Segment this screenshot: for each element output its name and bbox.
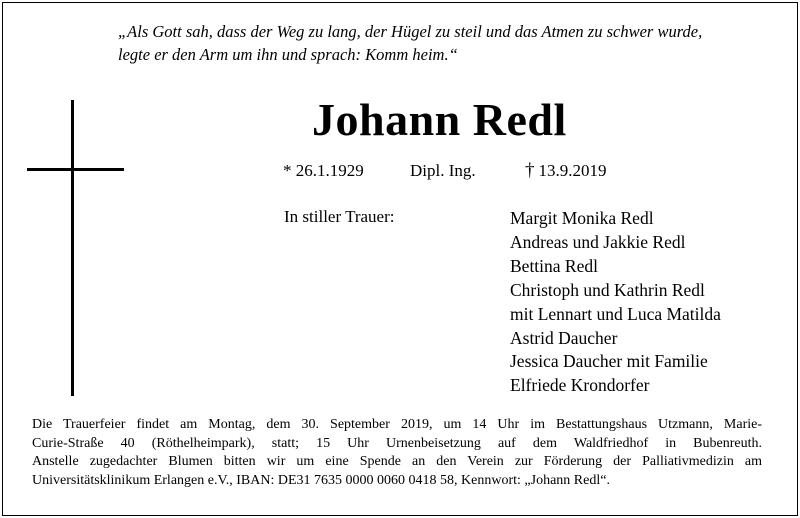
academic-title: Dipl. Ing.: [410, 161, 476, 180]
quote-line-2: legte er den Arm um ihn und sprach: Komm heim.“: [118, 45, 458, 64]
border-right: [797, 2, 798, 516]
mourner-item: Andreas und Jakkie Redl: [510, 231, 686, 252]
funeral-details: [32, 416, 762, 490]
mourner-item: Christoph und Kathrin Redl: [510, 279, 705, 300]
memorial-quote: [118, 20, 778, 66]
footer-line: Universitätsklinikum Erlangen e.V., IBAN: DE31 7635 0000 0060 0418 58, Kennwort: „Johann Redl“.: [32, 472, 610, 488]
cross-vertical-bar: [71, 100, 74, 396]
death-date-block: [525, 160, 607, 182]
border-top: [2, 2, 798, 3]
cross-horizontal-bar: [27, 168, 124, 171]
mourner-item: Bettina Redl: [510, 255, 598, 276]
mourner-item: Margit Monika Redl: [510, 208, 654, 228]
mourner-item: Jessica Daucher mit Familie: [510, 351, 708, 372]
mourner-item: mit Lennart und Luca Matilda: [510, 303, 721, 324]
footer-line: Curie-Straße 40 (Röthelheimpark), statt; 15 Uhr Urnenbeisetzung auf dem Waldfriedhof in Bubenreuth.: [32, 435, 762, 451]
mourners-list: [510, 207, 721, 398]
mourning-label: In stiller Trauer:: [284, 207, 395, 226]
mourner-item: Elfriede Krondorfer: [510, 375, 650, 396]
quote-line-1: „Als Gott sah, dass der Weg zu lang, der Hügel zu steil und das Atmen zu schwer wurde,: [118, 22, 703, 41]
mourner-item: Astrid Daucher: [510, 327, 618, 348]
footer-line: Die Trauerfeier findet am Montag, dem 30. September 2019, um 14 Uhr im Bestattungshaus Utzmann, Marie-: [32, 417, 762, 432]
birth-date: * 26.1.1929: [283, 161, 364, 180]
border-left: [2, 2, 3, 516]
border-bottom: [2, 515, 798, 516]
deceased-name: Johann Redl: [312, 94, 567, 145]
death-date: 13.9.2019: [538, 161, 607, 180]
footer-line: Anstelle zugedachter Blumen bitten wir um eine Spende an den Verein zur Förderung der Palliativmedizin am: [32, 454, 762, 469]
dagger-icon: †: [525, 160, 535, 181]
